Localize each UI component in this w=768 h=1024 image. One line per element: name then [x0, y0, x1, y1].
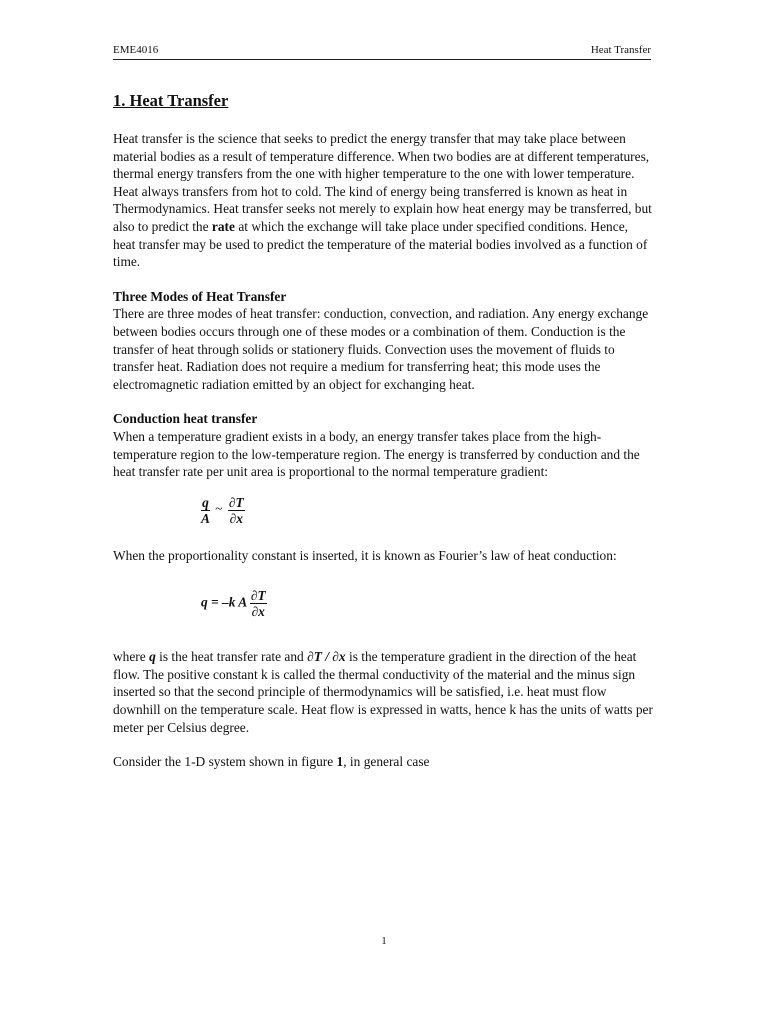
modes-heading: Three Modes of Heat Transfer	[113, 288, 287, 304]
main-content	[113, 90, 653, 771]
fourier-paragraph: When the proportionality constant is inserted, it is known as Fourier’s law of heat conduction:	[113, 547, 617, 563]
intro-paragraph	[113, 130, 653, 271]
where-text-3: is the temperature gradient in the direction of the heat flow. The positive constant k is called the thermal conductivity of the material and the minus sign inserted so that the second principle of thermodynamics will be satisfied, i.e. heat must flow downhill on the temperature scale. Heat flow is expressed in watts, hence k has the units of watts per meter per Celsius degree.	[113, 649, 653, 735]
course-code: EME4016	[113, 44, 159, 56]
eq1-denominator-dx: ∂x	[229, 510, 243, 526]
where-paragraph	[113, 648, 653, 736]
modes-paragraph: There are three modes of heat transfer: conduction, convection, and radiation. Any energy exchange between bodies occurs through one of these modes or a combination of them. Conduction is the transfer of heat through solids or stationery fluids. Convection uses the movement of fluids to transfer heat. Radiation does not require a medium for transferring heat; this mode uses the electromagnetic radiation emitted by an object for exchanging heat.	[113, 306, 649, 392]
running-header	[113, 44, 651, 60]
fourier-law-equation	[113, 588, 653, 630]
consider-text-2: , in general case	[343, 754, 430, 770]
eq1-numerator-q: q	[202, 494, 209, 510]
fourier-gradient-fraction	[250, 588, 267, 619]
eq2-denominator-dx: ∂x	[251, 604, 265, 620]
where-q-symbol: q	[149, 649, 156, 665]
intro-rate-bold: rate	[211, 218, 235, 234]
eq1-denominator-a: A	[201, 510, 210, 526]
intro-text-start: Heat transfer is the science that seeks to predict the energy transfer that may take place between material bodies as a result of temperature difference. When two bodies are at different temperatures, thermal energy transfers from the one with higher temperature to the one with lower temperature. Heat always transfers from hot to cold. The kind of energy being transferred is known as heat in Thermodynamics. Heat transfer seeks not merely to explain how heat energy may be transferred, but also to predict the	[113, 131, 652, 234]
section-title: 1. Heat Transfer	[113, 91, 229, 110]
conduction-paragraph: When a temperature gradient exists in a body, an energy transfer takes place from the high-temperature region to the low-temperature region. The energy is transferred by conduction and the heat transfer rate per unit area is proportional to the normal temperature gradient:	[113, 428, 640, 480]
figure-number: 1	[336, 754, 344, 770]
page-number: 1	[381, 935, 387, 947]
proportional-symbol: ~	[215, 501, 223, 517]
where-text-2: is the heat transfer rate and	[155, 649, 308, 665]
where-gradient-symbol: ∂T / ∂x	[307, 649, 346, 665]
consider-paragraph	[113, 753, 653, 771]
fourier-lhs: q = –k A	[201, 594, 247, 610]
intro-text-end: at which the exchange will take place under specified conditions. Hence, heat transfer may be used to predict the temperature of the material bodies involved as a function of time.	[113, 218, 648, 270]
eq2-numerator-dt: ∂T	[250, 588, 266, 604]
where-text-1: where	[113, 649, 150, 665]
q-over-a-fraction	[201, 495, 210, 526]
temperature-gradient-fraction	[228, 495, 245, 526]
proportionality-equation	[113, 495, 653, 537]
course-title: Heat Transfer	[590, 44, 651, 56]
conduction-heading: Conduction heat transfer	[113, 411, 258, 427]
consider-text-1: Consider the 1-D system shown in figure	[113, 754, 337, 770]
eq1-numerator-dt: ∂T	[228, 494, 244, 510]
